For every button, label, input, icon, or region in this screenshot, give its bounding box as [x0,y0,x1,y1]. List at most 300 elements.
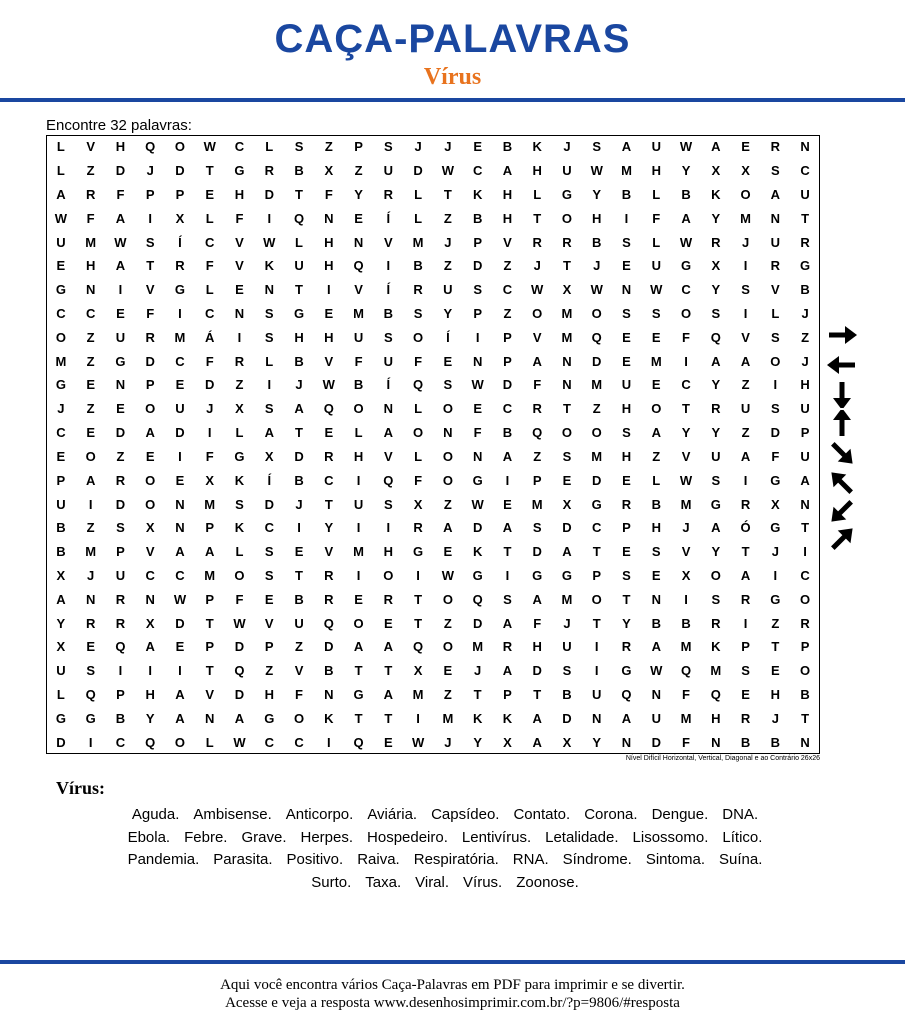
grid-cell: Z [741,377,750,393]
grid-cell: S [413,306,423,322]
grid-cell: R [324,567,334,583]
grid-cell: S [264,401,274,417]
grid-cell: B [472,210,483,226]
grid-cell: O [234,567,245,583]
grid-cell: D [115,496,126,512]
grid-cell: S [264,567,274,583]
grid-cell: J [414,139,422,155]
grid-cell: B [115,710,126,726]
grid-cell: U [383,163,394,179]
grid-cell: J [682,520,690,536]
top-divider [0,98,905,102]
grid-cell: M [472,639,484,655]
grid-cell: I [88,734,93,750]
grid-cell: A [56,187,66,203]
grid-cell: J [741,234,750,250]
grid-cell: P [800,425,810,441]
grid-cell: O [591,306,602,322]
grid-cell: F [205,353,214,369]
grid-cell: L [414,187,423,203]
grid-cell: D [413,163,423,179]
grid-cell: T [801,520,810,536]
grid-cell: Q [383,472,394,488]
word-list-title: Vírus: [56,778,105,798]
grid-cell: Q [472,591,483,607]
grid-cell: X [205,472,215,488]
grid-cell: M [561,329,573,345]
grid-cell: I [207,425,212,441]
grid-cell: N [562,377,572,393]
grid-cell: H [324,234,334,250]
grid-cell: R [413,520,423,536]
grid-cell: H [651,520,661,536]
grid-cell: J [444,234,452,250]
grid-cell: M [680,639,692,655]
grid-cell: M [85,544,97,560]
grid-cell: O [85,448,96,464]
grid-cell: F [682,734,690,750]
word-item: Herpes. [300,828,354,846]
word-item: Lentivírus. [461,828,532,846]
grid-cell: Y [711,210,721,226]
grid-cell: U [711,448,721,464]
grid-cell: N [234,306,245,322]
grid-cell: R [264,163,274,179]
grid-cell: I [624,210,629,226]
grid-cell: R [770,139,781,155]
grid-cell: R [85,187,96,203]
grid-cell: E [443,663,453,679]
grid-cell: Y [711,377,721,393]
grid-cell: B [800,686,810,702]
grid-cell: R [234,353,245,369]
grid-cell: W [114,234,127,250]
grid-cell: R [85,615,96,631]
grid-cell: X [711,163,721,179]
grid-cell: H [621,401,632,417]
grid-cell: L [771,306,780,322]
grid-cell: I [148,663,152,679]
grid-cell: C [472,163,483,179]
grid-cell: P [205,639,215,655]
grid-cell: P [175,187,185,203]
grid-cell: E [651,329,661,345]
grid-cell: F [295,686,303,702]
grid-cell: H [324,258,334,274]
grid-cell: Y [592,734,602,750]
grid-cell: R [115,615,126,631]
grid-cell: Z [86,353,95,369]
grid-cell: A [502,163,513,179]
grid-cell: E [56,448,66,464]
grid-cell: H [264,686,274,702]
grid-cell: I [743,615,748,631]
grid-cell: O [353,615,364,631]
grid-cell: O [770,353,781,369]
grid-cell: O [591,591,602,607]
grid-cell: O [55,329,66,345]
grid-cell: T [205,163,214,179]
grid-cell: Z [443,210,452,226]
grid-cell: N [145,591,155,607]
grid-cell: V [264,615,274,631]
grid-cell: K [472,187,483,203]
grid-cell: G [293,306,305,322]
grid-cell: P [56,472,66,488]
grid-cell: I [475,329,480,345]
grid-cell: H [532,639,542,655]
grid-cell: U [56,663,66,679]
grid-cell: E [622,353,631,369]
grid-cell: R [383,187,394,203]
grid-cell: M [591,448,603,464]
grid-cell: O [442,591,453,607]
grid-cell: P [741,639,750,655]
grid-cell: G [591,496,602,512]
grid-cell: R [175,258,185,274]
grid-cell: G [800,258,811,274]
grid-cell: G [264,710,275,726]
grid-cell: E [622,472,631,488]
grid-cell: I [505,567,510,583]
grid-cell: W [322,377,335,393]
grid-cell: N [770,210,781,226]
grid-cell: E [443,353,453,369]
grid-cell: L [414,210,423,226]
grid-cell: O [174,734,186,750]
grid-cell: N [264,282,274,298]
instruction-text: Encontre 32 palavras: [46,117,192,134]
grid-cell: T [146,258,155,274]
grid-cell: T [801,210,810,226]
grid-cell: D [324,639,334,655]
grid-cell: F [205,448,214,464]
grid-cell: U [56,234,66,250]
grid-cell: B [56,544,66,560]
grid-cell: A [502,520,513,536]
bottom-divider [0,960,905,964]
grid-cell: E [622,258,631,274]
grid-cell: I [684,591,688,607]
grid-cell: B [383,306,394,322]
grid-cell: S [384,139,393,155]
grid-cell: E [235,282,244,298]
grid-cell: Q [710,686,721,702]
grid-cell: A [264,425,274,441]
grid-cell: Y [56,615,66,631]
grid-cell: M [412,686,424,702]
grid-cell: L [56,139,65,155]
grid-cell: A [502,615,513,631]
grid-cell: E [771,663,780,679]
grid-cell: A [532,710,542,726]
grid-cell: M [531,496,543,512]
grid-cell: H [353,448,364,464]
grid-cell: I [88,496,93,512]
grid-cell: Z [592,401,601,417]
grid-cell: S [86,663,95,679]
grid-cell: P [205,591,215,607]
grid-cell: S [562,663,572,679]
grid-cell: T [295,282,303,298]
grid-cell: T [205,615,214,631]
grid-cell: E [741,686,750,702]
grid-cell: C [264,734,274,750]
grid-cell: Q [413,639,424,655]
grid-cell: Q [353,734,364,750]
grid-cell: E [175,639,185,655]
grid-cell: R [800,615,810,631]
grid-cell: N [592,710,602,726]
word-item: Letalidade. [545,828,619,846]
grid-cell: D [234,686,245,702]
grid-cell: Y [681,163,691,179]
word-item: Surto. [311,873,352,891]
grid-cell: O [442,472,453,488]
grid-cell: I [743,306,748,322]
grid-cell: N [383,401,394,417]
grid-cell: V [384,234,393,250]
word-item: Lisossomo. [632,828,709,846]
grid-cell: G [413,544,424,560]
grid-cell: J [563,139,571,155]
grid-cell: L [652,187,661,203]
page-title: CAÇA-PALAVRAS [274,17,631,61]
grid-cell: Z [86,520,95,536]
word-item: RNA. [512,851,549,868]
grid-cell: U [353,329,364,345]
grid-cell: T [414,591,423,607]
grid-cell: A [353,639,364,655]
grid-cell: W [203,139,216,155]
grid-cell: U [800,448,810,464]
grid-cell: J [801,353,809,369]
grid-cell: T [295,187,303,203]
grid-cell: Z [265,663,274,679]
grid-cell: B [294,472,304,488]
grid-cell: L [56,686,65,702]
grid-cell: B [56,520,66,536]
grid-cell: C [175,353,185,369]
grid-cell: H [651,163,661,179]
word-item: Anticorpo. [285,806,354,823]
grid-cell: Q [85,686,96,702]
grid-cell: B [562,686,572,702]
grid-cell: Z [741,425,750,441]
grid-cell: Y [145,710,155,726]
grid-cell: B [681,187,691,203]
grid-cell: J [295,496,303,512]
grid-cell: K [472,544,483,560]
grid-cell: I [326,282,331,298]
grid-cell: U [592,686,602,702]
grid-cell: G [770,591,781,607]
grid-cell: D [532,663,542,679]
grid-cell: X [413,496,423,512]
grid-cell: H [770,686,781,702]
grid-cell: O [800,663,811,679]
grid-cell: G [561,187,573,203]
grid-cell: I [178,306,182,322]
grid-cell: S [622,425,631,441]
grid-cell: S [264,329,274,345]
grid-cell: E [473,139,482,155]
grid-cell: F [473,425,482,441]
grid-cell: Z [354,163,363,179]
grid-cell: A [621,139,632,155]
grid-cell: I [118,663,123,679]
grid-cell: O [353,401,364,417]
grid-cell: T [354,663,363,679]
grid-cell: H [532,163,542,179]
word-list-line [50,849,840,872]
page-subtitle: Vírus [423,64,482,90]
grid-cell: E [562,472,572,488]
grid-cell: C [800,567,810,583]
grid-cell: E [384,734,393,750]
grid-cell: P [116,686,125,702]
word-item: Aguda. [131,806,180,823]
grid-cell: L [533,187,542,203]
word-item: Sintoma. [645,851,706,868]
grid-cell: G [621,663,632,679]
grid-cell: J [474,663,482,679]
grid-cell: N [324,686,334,702]
grid-cell: S [264,544,274,560]
grid-cell: M [55,353,67,369]
grid-cell: O [680,306,692,322]
grid-cell: E [324,306,334,322]
grid-cell: C [56,425,66,441]
grid-cell: J [593,258,601,274]
grid-cell: Q [532,425,543,441]
grid-cell: G [472,567,483,583]
grid-cell: X [711,258,721,274]
grid-cell: E [205,187,215,203]
grid-cell: G [234,163,245,179]
grid-cell: R [711,615,721,631]
grid-cell: I [297,520,301,536]
grid-cell: A [502,663,513,679]
grid-cell: T [205,663,214,679]
grid-cell: I [267,210,272,226]
grid-cell: J [87,567,95,583]
grid-cell: W [471,496,484,512]
grid-cell: U [651,139,661,155]
grid-cell: V [145,544,155,560]
grid-cell: U [651,710,661,726]
grid-cell: N [800,496,810,512]
grid-cell: Í [446,329,450,345]
grid-cell: M [650,353,662,369]
word-list-line [50,872,840,895]
grid-cell: S [116,520,125,536]
grid-cell: W [650,663,663,679]
grid-cell: A [383,639,394,655]
grid-cell: I [386,520,391,536]
grid-cell: V [384,448,393,464]
grid-cell: A [740,567,751,583]
grid-cell: J [146,163,154,179]
grid-cell: V [294,663,304,679]
grid-cell: U [353,496,364,512]
grid-cell: F [414,472,423,488]
grid-cell: Z [443,258,452,274]
grid-cell: T [443,187,452,203]
grid-cell: R [115,591,126,607]
grid-cell: R [383,591,394,607]
grid-cell: E [384,615,393,631]
grid-cell: A [651,425,661,441]
grid-cell: G [115,353,126,369]
grid-cell: Ó [740,520,751,536]
grid-cell: F [682,686,690,702]
grid-cell: J [444,734,452,750]
grid-cell: T [384,710,393,726]
grid-cell: D [770,425,781,441]
grid-cell: D [472,258,483,274]
grid-cell: R [770,258,781,274]
grid-cell: S [532,520,542,536]
grid-cell: M [85,234,97,250]
arrow-right-icon [825,322,859,348]
grid-cell: W [441,163,455,179]
grid-cell: S [711,306,721,322]
grid-cell: Z [86,329,95,345]
grid-cell: Q [293,210,305,226]
grid-cell: U [294,615,304,631]
grid-cell: D [234,639,245,655]
grid-cell: A [205,544,215,560]
word-item: Grave. [241,828,287,846]
grid-cell: B [800,282,810,298]
grid-cell: S [711,472,721,488]
word-item: Suína. [719,851,763,868]
grid-cell: M [442,710,454,726]
grid-cell: N [472,353,483,369]
grid-cell: D [56,734,66,750]
grid-cell: X [681,567,691,583]
grid-cell: D [115,163,126,179]
grid-cell: X [56,567,66,583]
grid-cell: L [235,425,244,441]
grid-cell: J [533,258,541,274]
word-item: Taxa. [365,873,402,891]
grid-cell: S [651,306,661,322]
grid-cell: N [175,520,185,536]
grid-cell: R [532,401,542,417]
direction-arrows [820,322,870,554]
grid-cell: X [324,163,334,179]
grid-cell: A [532,353,542,369]
grid-cell: N [711,734,721,750]
grid-cell: I [356,472,361,488]
word-item: Viral. [415,873,450,891]
grid-cell: K [234,520,245,536]
grid-cell: N [175,496,185,512]
grid-cell: H [115,139,126,155]
word-item: Ebola. [127,828,171,846]
grid-cell: K [264,258,274,274]
grid-cell: Z [443,686,452,702]
grid-cell: H [294,329,304,345]
grid-cell: G [85,710,96,726]
grid-cell: E [86,639,95,655]
grid-cell: O [293,710,305,726]
grid-cell: Z [503,306,512,322]
grid-cell: N [115,377,126,393]
grid-cell: S [592,139,602,155]
